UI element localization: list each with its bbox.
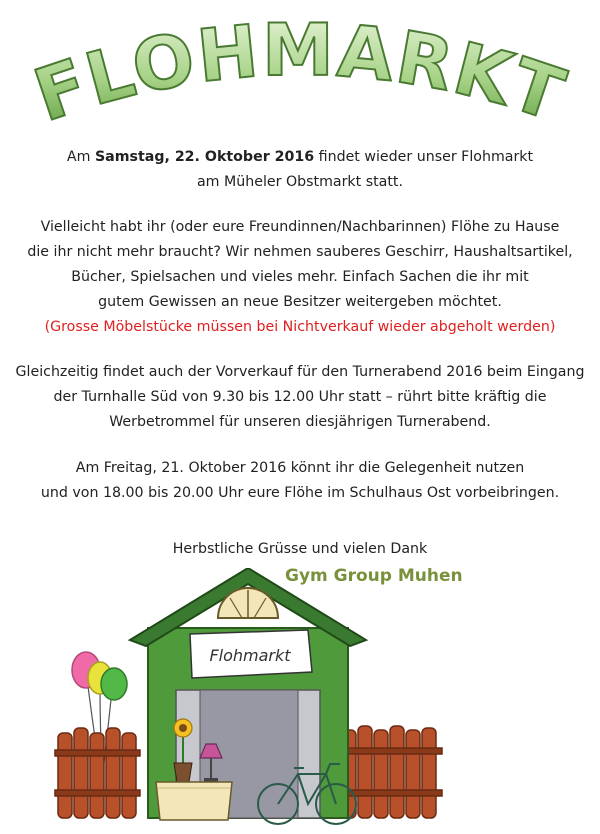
furniture-note: (Grosse Möbelstücke müssen bei Nichtverkauf wieder abgeholt werden) bbox=[44, 319, 556, 335]
green-balloon bbox=[101, 668, 127, 700]
para2-line-3: Bücher, Spielsachen und vieles mehr. Einfach Sachen die ihr mit bbox=[71, 269, 529, 285]
para3-line-2: der Turnhalle Süd von 9.30 bis 12.00 Uhr statt – rührt bitte kräftig die bbox=[53, 389, 547, 405]
para2-line-2: die ihr nicht mehr braucht? Wir nehmen sauberes Geschirr, Haushaltsartikel, bbox=[27, 244, 573, 260]
para2-line-4: gutem Gewissen an neue Besitzer weitergeben möchtet. bbox=[98, 294, 502, 310]
left-fence bbox=[55, 728, 140, 818]
svg-text:FLOHMARKT bbox=[24, 8, 575, 138]
sign-text: Flohmarkt bbox=[209, 646, 291, 665]
flea-market-house-illustration bbox=[50, 568, 510, 834]
sale-table bbox=[156, 782, 232, 820]
event-date: Samstag, 22. Oktober 2016 bbox=[94, 149, 315, 165]
para4-line-2: und von 18.00 bis 20.00 Uhr eure Flöhe im Schulhaus Ost vorbeibringen. bbox=[40, 485, 560, 501]
para4-line-1: Am Freitag, 21. Oktober 2016 könnt ihr die Gelegenheit nutzen bbox=[75, 460, 525, 476]
right-fence bbox=[338, 726, 442, 818]
intro-rest: findet wieder unser Flohmarkt bbox=[314, 149, 534, 165]
intro-prefix: Am bbox=[66, 149, 95, 165]
intro-line-2: am Müheler Obstmarkt statt. bbox=[196, 174, 404, 190]
title-text: FLOHMARKT bbox=[24, 7, 576, 138]
page-title bbox=[0, 0, 600, 140]
para3-line-1: Gleichzeitig findet auch der Vorverkauf für den Turnerabend 2016 beim Eingang bbox=[15, 364, 585, 380]
intro-line-1 bbox=[0, 145, 600, 170]
signature: Gym Group Muhen bbox=[285, 566, 463, 586]
para2-line-1: Vielleicht habt ihr (oder eure Freundinnen/Nachbarinnen) Flöhe zu Hause bbox=[40, 219, 560, 235]
closing-line: Herbstliche Grüsse und vielen Dank bbox=[172, 541, 428, 557]
para3-line-3: Werbetrommel für unseren diesjährigen Turnerabend. bbox=[109, 414, 491, 430]
